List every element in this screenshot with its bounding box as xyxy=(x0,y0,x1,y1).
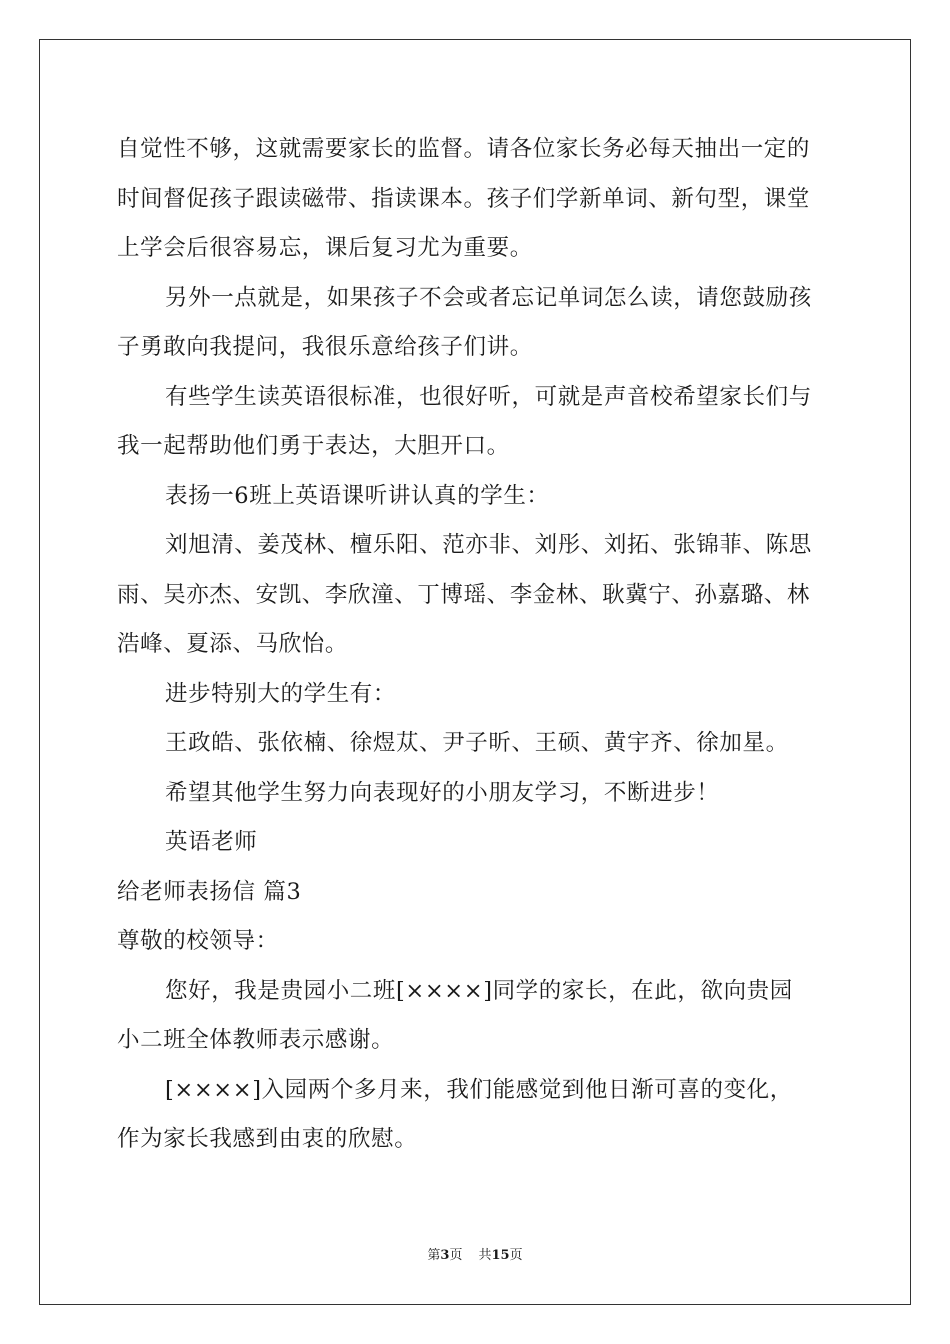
page-number: 3 xyxy=(440,1248,450,1263)
text-line: 上学会后很容易忘，课后复习尤为重要。 xyxy=(117,235,533,261)
text-line: 小二班全体教师表示感谢。 xyxy=(117,1027,395,1053)
text-line: 另外一点就是，如果孩子不会或者忘记单词怎么读，请您鼓励孩 xyxy=(165,284,812,311)
text-line: 有些学生读英语很标准，也很好听，可就是声音校希望家长们与 xyxy=(165,383,812,410)
text-line: 王政皓、张依楠、徐煜苁、尹子昕、王硕、黄宇齐、徐加星。 xyxy=(165,730,789,756)
text-line: 表扬一6班上英语课听讲认真的学生： xyxy=(165,482,550,509)
text-line: 希望其他学生努力向表现好的小朋友学习，不断进步！ xyxy=(165,779,720,806)
page-suffix: 页 xyxy=(449,1248,463,1263)
text-line: 尊敬的校领导： xyxy=(117,928,279,954)
text-line: 作为家长我感到由衷的欣慰。 xyxy=(117,1126,418,1152)
text-line: 自觉性不够，这就需要家长的监督。请各位家长务必每天抽出一定的 xyxy=(117,136,811,162)
text-line: [××××]入园两个多月来，我们能感觉到他日渐可喜的变化， xyxy=(165,1076,793,1103)
total-suffix: 页 xyxy=(509,1248,523,1263)
text-line: 浩峰、夏添、马欣怡。 xyxy=(117,631,349,657)
text-line: 我一起帮助他们勇于表达，大胆开口。 xyxy=(117,433,510,459)
text-line: 刘旭清、姜茂林、檀乐阳、范亦非、刘彤、刘拓、张锦菲、陈思 xyxy=(165,532,812,558)
text-line: 时间督促孩子跟读磁带、指读课本。孩子们学新单词、新句型，课堂 xyxy=(117,185,811,212)
text-line: 给老师表扬信 篇3 xyxy=(117,878,302,905)
text-line: 您好，我是贵园小二班[××××]同学的家长，在此，欲向贵园 xyxy=(165,977,793,1004)
page-prefix: 第 xyxy=(427,1248,441,1263)
document-body xyxy=(117,129,837,1169)
total-prefix: 共 xyxy=(478,1248,492,1263)
total-pages: 15 xyxy=(491,1248,510,1263)
text-line: 雨、吴亦杰、安凯、李欣潼、丁博瑶、李金林、耿冀宁、孙嘉璐、林 xyxy=(117,581,811,608)
page-footer xyxy=(0,1244,950,1263)
text-line: 子勇敢向我提问，我很乐意给孩子们讲。 xyxy=(117,334,533,360)
text-line: 英语老师 xyxy=(165,829,258,855)
text-line: 进步特别大的学生有： xyxy=(165,680,397,707)
